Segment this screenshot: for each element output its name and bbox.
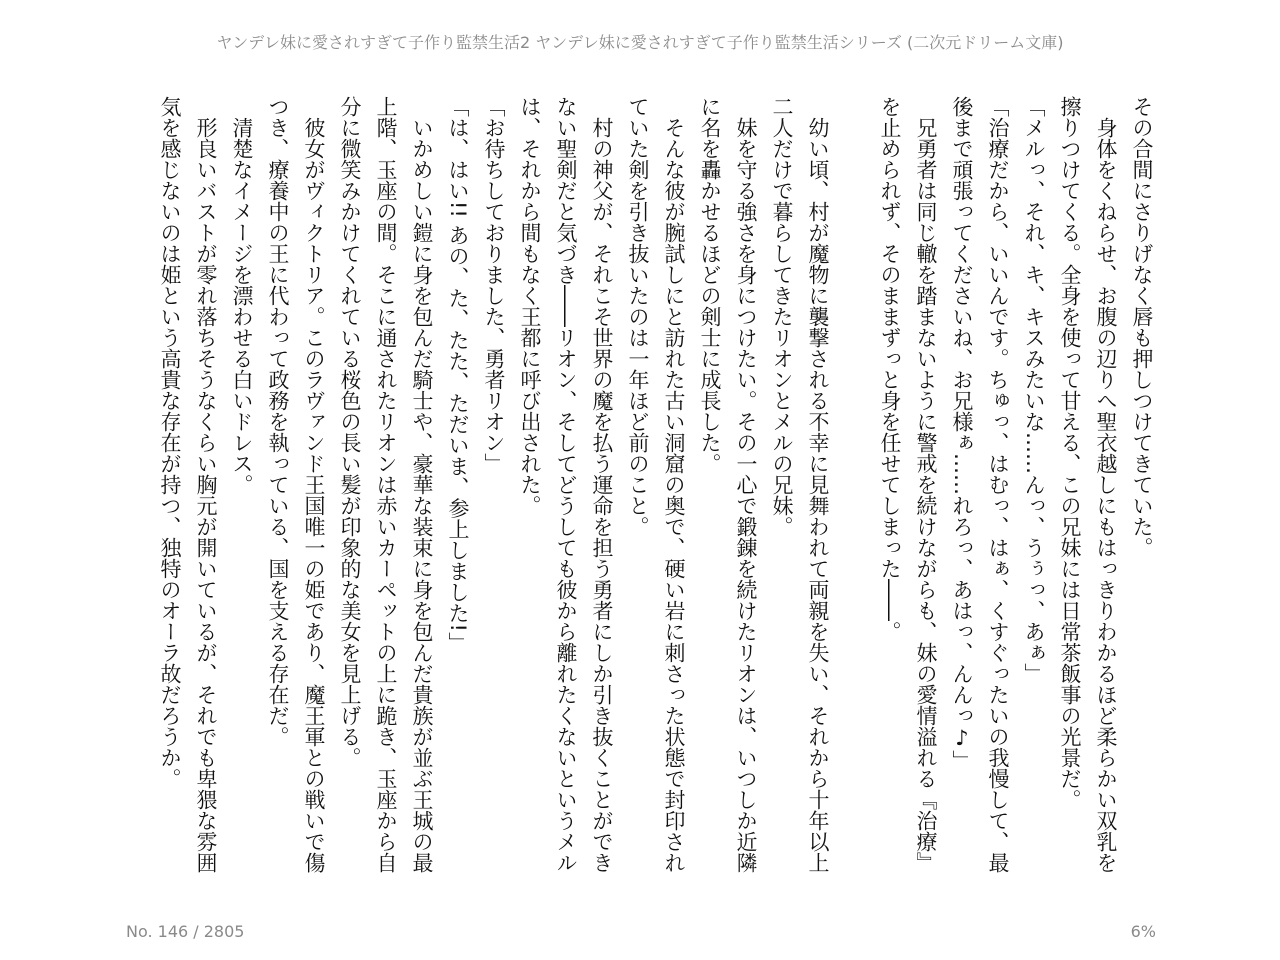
book-page-text [120,96,1160,886]
paragraph: 形良いバストが零れ落ちそうなくらい胸元が開いているが、それでも卑猥な雰囲気を感じないのは姫という高貴な存在が持つ、独特のオーラ故だろうか。 [158,96,218,873]
paragraph: 身体をくねらせ、お腹の辺りへ聖衣越しにもはっきりわかるほど柔らかい双乳を擦りつけてくる。全身を使って甘える、この兄妹には日常茶飯事の光景だ。 [1058,96,1118,873]
paragraph: 幼い頃、村が魔物に襲撃される不幸に見舞われて両親を失い、それから十年以上二人だけで暮らしてきたリオンとメルの兄妹。 [770,96,830,873]
reading-progress: 6% [1130,922,1156,941]
dialog-line: 「は、はい!! あの、た、たた、ただいま、参上しました!」 [446,96,470,653]
section-break [836,96,872,886]
paragraph: 兄勇者は同じ轍を踏まないように警戒を続けながらも、妹の愛情溢れる『治療』を止められず、そのままずっと身を任せてしまった――。 [878,96,938,873]
paragraph: 彼女がヴィクトリア。このラヴァンド王国唯一の姫であり、魔王軍との戦いで傷つき、療養中の王に代わって政務を執っている、国を支える存在だ。 [266,96,326,873]
paragraph: いかめしい鎧に身を包んだ騎士や、豪華な装束に身を包んだ貴族が並ぶ王城の最上階、玉座の間。そこに通されたリオンは赤いカーペットの上に跪き、玉座から自分に微笑みかけてくれている桜色の長い髪が印象的な美女を見上げる。 [338,96,434,873]
paragraph: その合間にさりげなく唇も押しつけてきていた。 [1130,96,1154,558]
paragraph: 清楚なイメージを漂わせる白いドレス。 [230,117,254,495]
paragraph: 妹を守る強さを身につけたい。その一心で鍛錬を続けたリオンは、いつしか近隣に名を轟かせるほどの剣士に成長した。 [698,96,758,873]
dialog-line: 「治療だから、いいんです。ちゅっ、はむっ、はぁ、くすぐったいの我慢して、最後まで頑張ってくださいね、お兄様ぁ……れろっ、あはっ、んんっ♪」 [950,96,1010,873]
dialog-line: 「お待ちしておりました、勇者リオン」 [482,96,506,474]
paragraph: そんな彼が腕試しにと訪れた古い洞窟の奥で、硬い岩に刺さった状態で封印されていた剣を引き抜いたのは一年ほど前のこと。 [626,96,686,873]
paragraph: 村の神父が、それこそ世界の魔を払う運命を担う勇者にしか引き抜くことができない聖剣だと気づき――リオン、そしてどうしても彼から離れたくないというメルは、それから間もなく王都に呼び出された。 [518,96,614,873]
dialog-line: 「メルっ、それ、キ、キスみたいな……んっ、うぅっ、あぁ」 [1022,96,1046,684]
book-title-header: ヤンデレ妹に愛されすぎて子作り監禁生活2 ヤンデレ妹に愛されすぎて子作り監禁生活シリーズ (二次元ドリーム文庫) [216,33,1064,52]
location-indicator: No. 146 / 2805 [126,922,245,941]
